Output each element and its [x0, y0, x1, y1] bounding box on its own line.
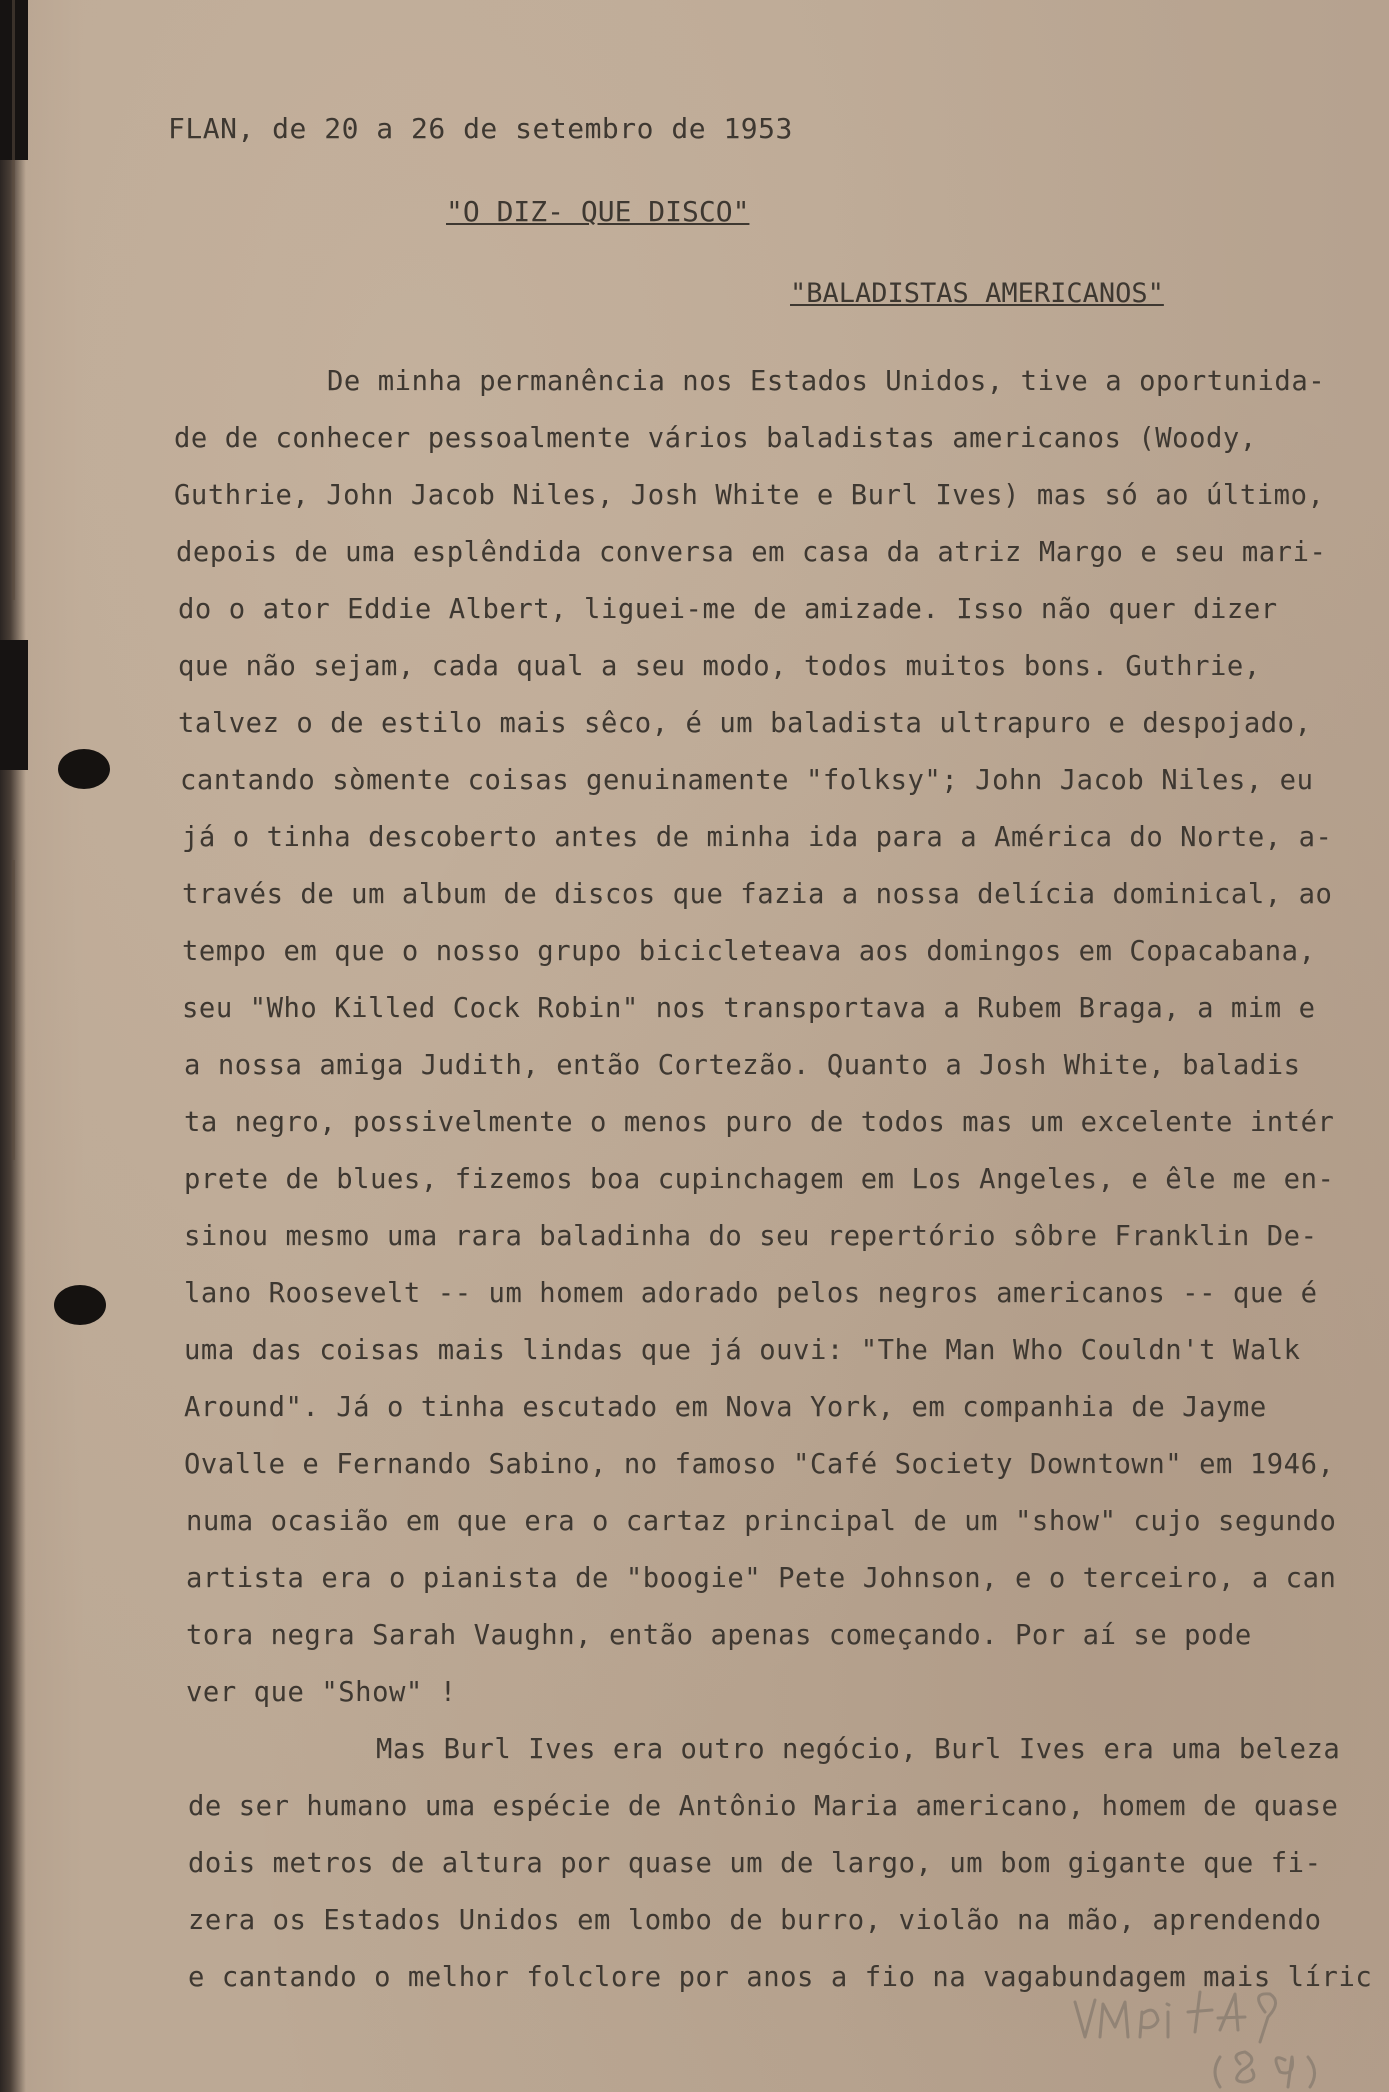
handwritten-archive-note	[1070, 1982, 1330, 2092]
document-header: FLAN, de 20 a 26 de setembro de 1953	[168, 112, 793, 145]
punch-hole-upper	[58, 749, 110, 789]
body-line: que não sejam, cada qual a seu modo, todos muitos bons. Guthrie,	[178, 651, 1261, 682]
body-line: tora negra Sarah Vaughn, então apenas começando. Por aí se pode	[186, 1620, 1252, 1651]
body-line: ta negro, possivelmente o menos puro de todos mas um excelente intér	[184, 1107, 1335, 1138]
section-title: "O DIZ- QUE DISCO"	[446, 195, 750, 228]
body-line: do o ator Eddie Albert, liguei-me de amizade. Isso não quer dizer	[178, 594, 1278, 625]
body-line: prete de blues, fizemos boa cupinchagem em Los Angeles, e êle me en-	[184, 1164, 1335, 1195]
body-line: a nossa amiga Judith, então Cortezão. Quanto a Josh White, baladis	[184, 1050, 1301, 1081]
body-line: Ovalle e Fernando Sabino, no famoso "Café Society Downtown" em 1946,	[184, 1449, 1335, 1480]
body-line: sinou mesmo uma rara baladinha do seu repertório sôbre Franklin De-	[184, 1221, 1318, 1252]
body-line: uma das coisas mais lindas que já ouvi: "The Man Who Couldn't Walk	[184, 1335, 1301, 1366]
body-line: de ser humano uma espécie de Antônio Maria americano, homem de quase	[188, 1791, 1339, 1822]
article-subtitle: "BALADISTAS AMERICANOS"	[790, 278, 1164, 309]
body-line: talvez o de estilo mais sêco, é um baladista ultrapuro e despojado,	[178, 708, 1312, 739]
body-line: De minha permanência nos Estados Unidos, tive a oportunida-	[327, 366, 1326, 397]
body-line: de de conhecer pessoalmente vários baladistas americanos (Woody,	[174, 423, 1257, 454]
body-line: lano Roosevelt -- um homem adorado pelos negros americanos -- que é	[184, 1278, 1318, 1309]
body-line: e cantando o melhor folclore por anos a fio na vagabundagem mais líric	[188, 1962, 1373, 1993]
edge-shadow-middle	[0, 640, 28, 770]
punch-hole-lower	[54, 1285, 106, 1325]
body-line: numa ocasião em que era o cartaz principal de um "show" cujo segundo	[186, 1506, 1337, 1537]
body-line: Guthrie, John Jacob Niles, Josh White e Burl Ives) mas só ao último,	[174, 480, 1325, 511]
body-line: ver que "Show" !	[186, 1677, 457, 1708]
fold-line-lower	[12, 860, 15, 1160]
body-line: tempo em que o nosso grupo bicicleteava aos domingos em Copacabana,	[182, 936, 1316, 967]
fold-line-upper	[12, 0, 15, 600]
body-line: cantando sòmente coisas genuinamente "folksy"; John Jacob Niles, eu	[180, 765, 1314, 796]
body-line: artista era o pianista de "boogie" Pete Johnson, e o terceiro, a can	[186, 1563, 1337, 1594]
body-line: través de um album de discos que fazia a nossa delícia dominical, ao	[182, 879, 1333, 910]
body-line: Around". Já o tinha escutado em Nova York, em companhia de Jayme	[184, 1392, 1267, 1423]
body-line: seu "Who Killed Cock Robin" nos transportava a Rubem Braga, a mim e	[182, 993, 1316, 1024]
body-line: dois metros de altura por quase um de largo, um bom gigante que fi-	[188, 1848, 1322, 1879]
body-line: Mas Burl Ives era outro negócio, Burl Ives era uma beleza	[376, 1734, 1341, 1765]
body-line: já o tinha descoberto antes de minha ida para a América do Norte, a-	[182, 822, 1333, 853]
body-line: depois de uma esplêndida conversa em casa da atriz Margo e seu mari-	[176, 537, 1327, 568]
body-line: zera os Estados Unidos em lombo de burro, violão na mão, aprendendo	[188, 1905, 1322, 1936]
